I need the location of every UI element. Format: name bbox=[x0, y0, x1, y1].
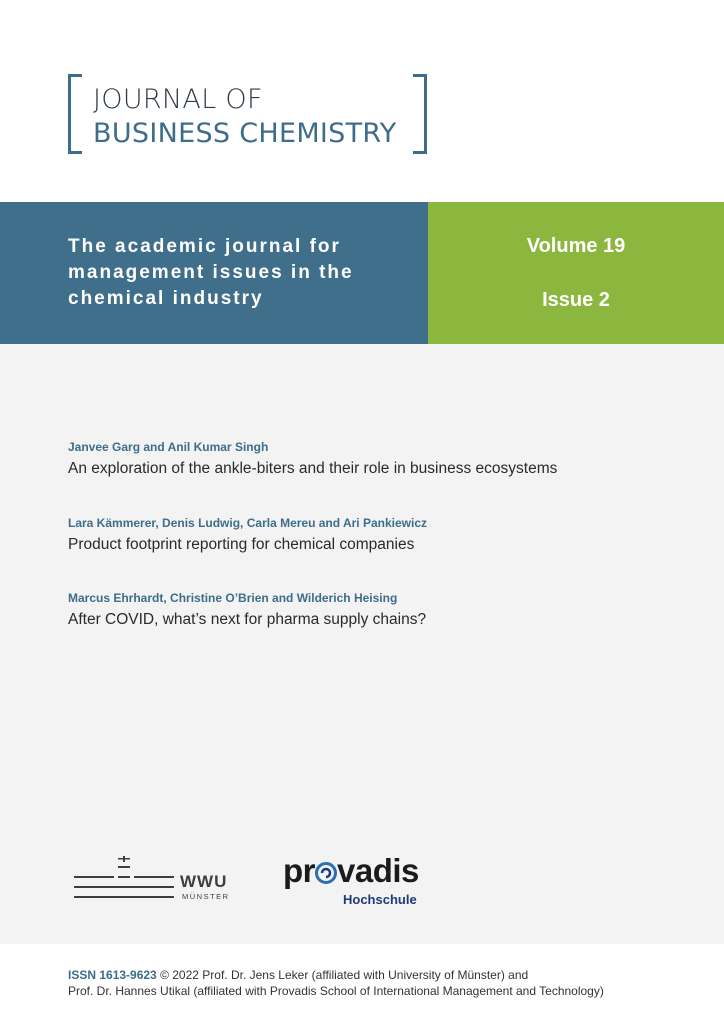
article-title[interactable]: An exploration of the ankle-biters and their role in business ecosystems bbox=[68, 460, 558, 477]
footer-line-1 bbox=[68, 967, 708, 983]
copyright-text: © 2022 Prof. Dr. Jens Leker (affiliated with University of Münster) and bbox=[156, 968, 529, 982]
provadis-wordmark bbox=[283, 852, 419, 890]
journal-title-line-2: BUSINESS CHEMISTRY bbox=[93, 118, 397, 149]
wwu-muenster-logo bbox=[74, 856, 244, 906]
left-bracket-decoration bbox=[68, 74, 82, 154]
volume-label: Volume 19 bbox=[526, 235, 626, 257]
article-entry[interactable] bbox=[68, 440, 688, 478]
article-authors: Janvee Garg and Anil Kumar Singh bbox=[68, 440, 269, 454]
wwu-emblem-icon bbox=[74, 856, 174, 906]
footer-line-2: Prof. Dr. Hannes Utikal (affiliated with Provadis School of International Management and Technology) bbox=[68, 984, 604, 998]
volume-band bbox=[428, 202, 724, 344]
article-entry[interactable] bbox=[68, 591, 688, 629]
wwu-subtitle: MÜNSTER bbox=[182, 892, 230, 901]
provadis-logo bbox=[283, 852, 433, 912]
right-bracket-decoration bbox=[413, 74, 427, 154]
issn-label: ISSN 1613-9623 bbox=[68, 968, 157, 982]
journal-tagline bbox=[68, 234, 408, 312]
provadis-wordmark-part: vadis bbox=[337, 852, 419, 889]
article-title[interactable]: Product footprint reporting for chemical companies bbox=[68, 536, 415, 553]
article-title[interactable]: After COVID, what’s next for pharma supply chains? bbox=[68, 611, 427, 628]
spiral-icon bbox=[315, 862, 337, 884]
article-entry[interactable] bbox=[68, 516, 688, 554]
tagline-line: The academic journal for bbox=[68, 236, 341, 257]
article-authors: Lara Kämmerer, Denis Ludwig, Carla Mereu and Ari Pankiewicz bbox=[68, 516, 428, 530]
issue-label: Issue 2 bbox=[542, 289, 610, 311]
tagline-line: chemical industry bbox=[68, 288, 264, 309]
journal-masthead bbox=[68, 74, 428, 158]
wwu-wordmark: WWU bbox=[180, 872, 228, 891]
provadis-subtitle: Hochschule bbox=[343, 892, 417, 907]
journal-title-line-1: JOURNAL OF bbox=[93, 84, 263, 115]
provadis-wordmark-part: pr bbox=[283, 852, 315, 889]
article-authors: Marcus Ehrhardt, Christine O’Brien and Wilderich Heising bbox=[68, 591, 398, 605]
tagline-line: management issues in the bbox=[68, 262, 354, 283]
footer-info bbox=[68, 967, 708, 999]
